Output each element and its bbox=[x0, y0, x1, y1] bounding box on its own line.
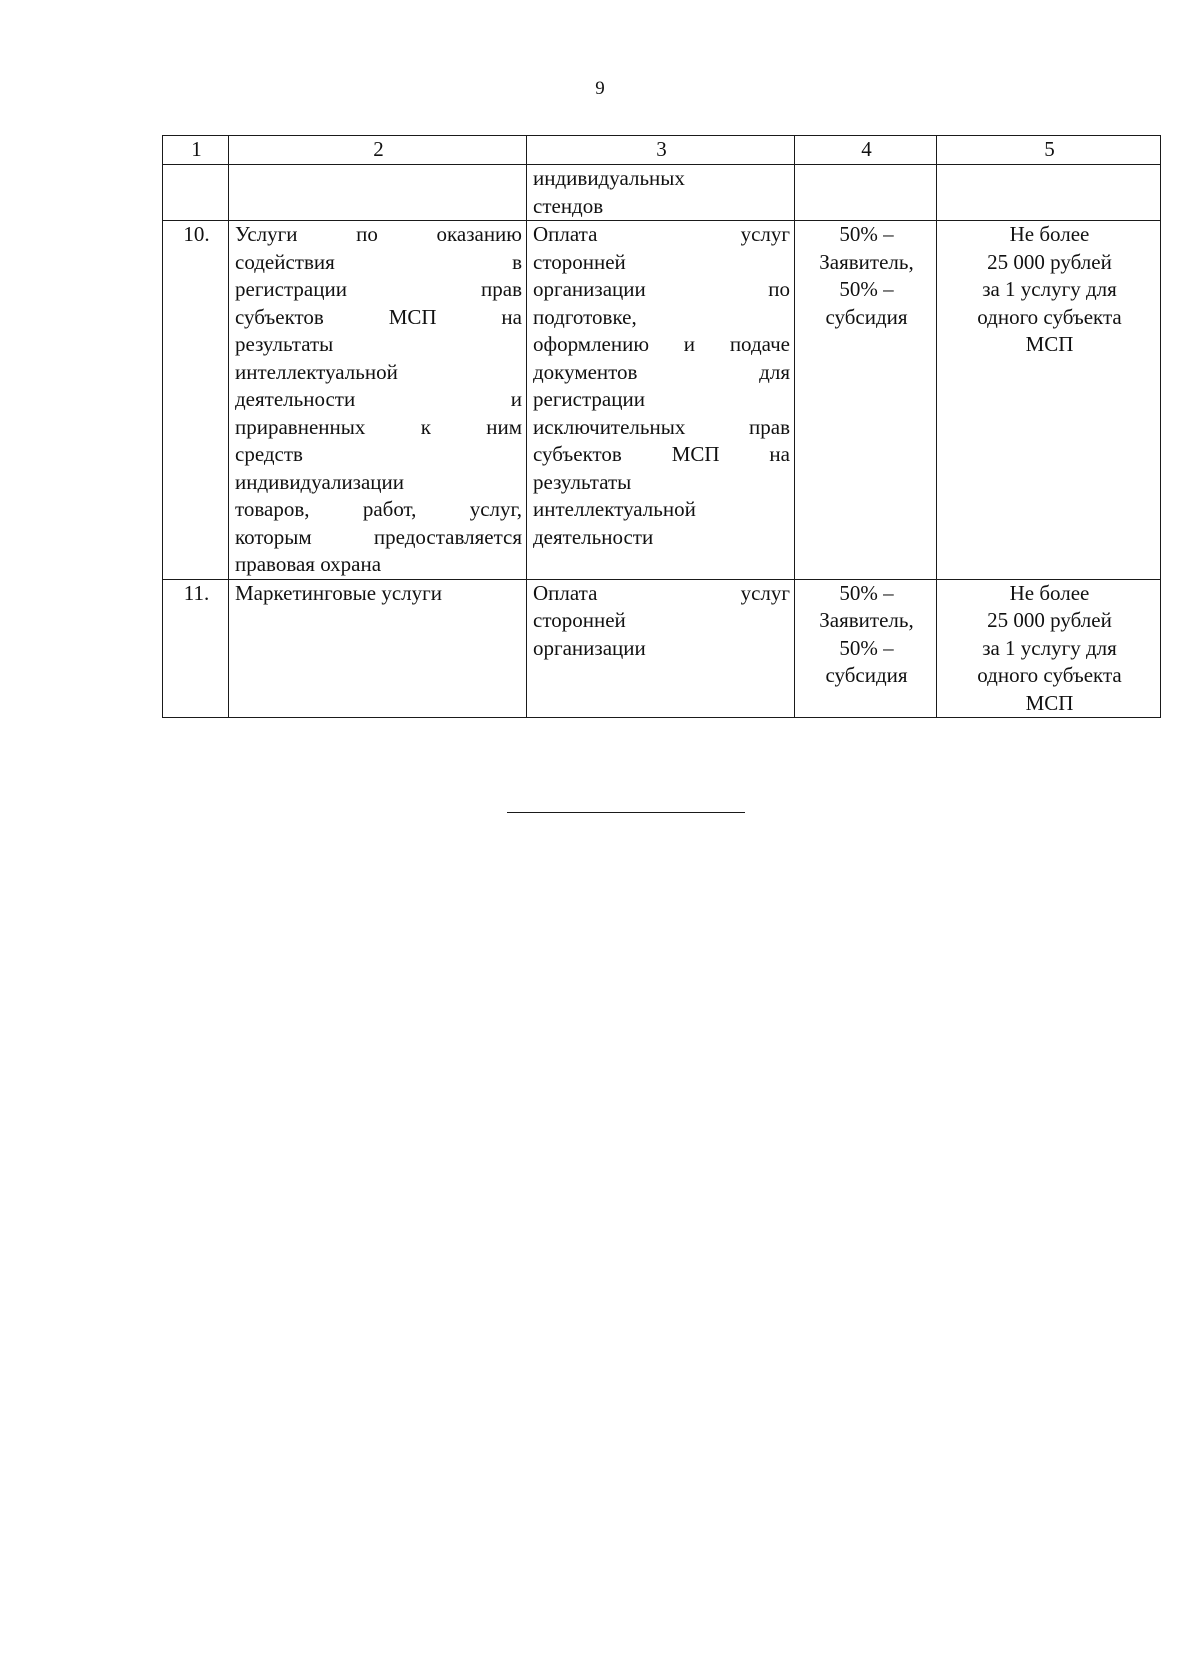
page-number: 9 bbox=[595, 78, 605, 99]
column-header-1: 1 bbox=[163, 136, 229, 165]
service-line: товаров, работ, услуг, bbox=[235, 497, 522, 521]
continuation-line: стендов bbox=[533, 193, 604, 218]
service-line: приравненных к ним bbox=[235, 414, 522, 439]
table-header-row bbox=[163, 136, 1161, 165]
document-end-rule bbox=[507, 812, 745, 813]
share-line: субсидия bbox=[825, 304, 908, 329]
payment-line: деятельности bbox=[533, 524, 654, 549]
column-header-5: 5 bbox=[937, 136, 1161, 165]
limit-line: МСП bbox=[1025, 690, 1074, 715]
service-line: результаты bbox=[235, 332, 334, 356]
payment-line: исключительных прав bbox=[533, 414, 790, 439]
share-line: 50% – bbox=[839, 222, 894, 246]
service-line: интеллектуальной bbox=[235, 359, 398, 384]
payment-line: регистрации bbox=[533, 387, 645, 411]
continuation-limit-cell bbox=[937, 165, 1161, 221]
payment-line: подготовке, bbox=[533, 304, 637, 329]
continuation-share-cell bbox=[795, 165, 937, 221]
payment-line: сторонней bbox=[533, 608, 626, 632]
cofinancing-share-cell bbox=[795, 579, 937, 718]
payment-line: субъектов МСП на bbox=[533, 442, 790, 466]
cost-limit-cell bbox=[937, 579, 1161, 718]
share-line: 50% – bbox=[839, 277, 894, 301]
payment-line: Оплата услуг bbox=[533, 222, 790, 246]
payment-description-cell bbox=[527, 579, 795, 718]
table-row-11 bbox=[163, 579, 1161, 718]
service-line: субъектов МСП на bbox=[235, 304, 522, 329]
cofinancing-share-cell bbox=[795, 221, 937, 580]
limit-line: 25 000 рублей bbox=[987, 608, 1112, 632]
limit-line: одного субъекта bbox=[977, 304, 1122, 329]
limit-line: МСП bbox=[1025, 332, 1074, 356]
service-line: индивидуализации bbox=[235, 469, 405, 494]
service-line: которым предоставляется bbox=[235, 524, 522, 549]
service-name-cell bbox=[229, 579, 527, 718]
share-line: 50% – bbox=[839, 580, 894, 605]
service-line: содействия в bbox=[235, 249, 522, 274]
payment-line: результаты bbox=[533, 469, 632, 494]
service-line: средств bbox=[235, 442, 303, 466]
continuation-service-cell bbox=[229, 165, 527, 221]
continuation-row bbox=[163, 165, 1161, 221]
limit-line: за 1 услугу для bbox=[982, 277, 1117, 301]
continuation-line: индивидуальных bbox=[533, 166, 685, 190]
column-header-4: 4 bbox=[795, 136, 937, 165]
payment-line: Оплата услуг bbox=[533, 580, 790, 605]
payment-line: документов для bbox=[533, 359, 790, 384]
service-name-cell bbox=[229, 221, 527, 580]
share-line: субсидия bbox=[825, 663, 908, 687]
continuation-num-cell bbox=[163, 165, 229, 221]
services-table bbox=[162, 135, 1161, 718]
payment-line: организации bbox=[533, 635, 646, 660]
row-number: 11. bbox=[163, 579, 229, 718]
continuation-payment-cell bbox=[527, 165, 795, 221]
service-line: регистрации прав bbox=[235, 277, 522, 301]
limit-line: Не более bbox=[1009, 222, 1090, 246]
table-row-10 bbox=[163, 221, 1161, 580]
limit-line: за 1 услугу для bbox=[982, 635, 1117, 660]
payment-description-cell bbox=[527, 221, 795, 580]
payment-line: сторонней bbox=[533, 249, 626, 274]
service-line: деятельности и bbox=[235, 387, 522, 411]
limit-line: 25 000 рублей bbox=[987, 249, 1112, 274]
cost-limit-cell bbox=[937, 221, 1161, 580]
share-line: Заявитель, bbox=[819, 608, 914, 632]
limit-line: одного субъекта bbox=[977, 663, 1122, 687]
limit-line: Не более bbox=[1009, 580, 1090, 605]
service-line: Маркетинговые услуги bbox=[235, 580, 442, 605]
column-header-2: 2 bbox=[229, 136, 527, 165]
payment-line: оформлению и подаче bbox=[533, 332, 790, 356]
service-line: Услуги по оказанию bbox=[235, 222, 522, 246]
share-line: Заявитель, bbox=[819, 249, 914, 274]
payment-line: интеллектуальной bbox=[533, 497, 696, 521]
service-line: правовая охрана bbox=[235, 552, 382, 576]
share-line: 50% – bbox=[839, 635, 894, 660]
row-number: 10. bbox=[163, 221, 229, 580]
column-header-3: 3 bbox=[527, 136, 795, 165]
payment-line: организации по bbox=[533, 277, 790, 301]
